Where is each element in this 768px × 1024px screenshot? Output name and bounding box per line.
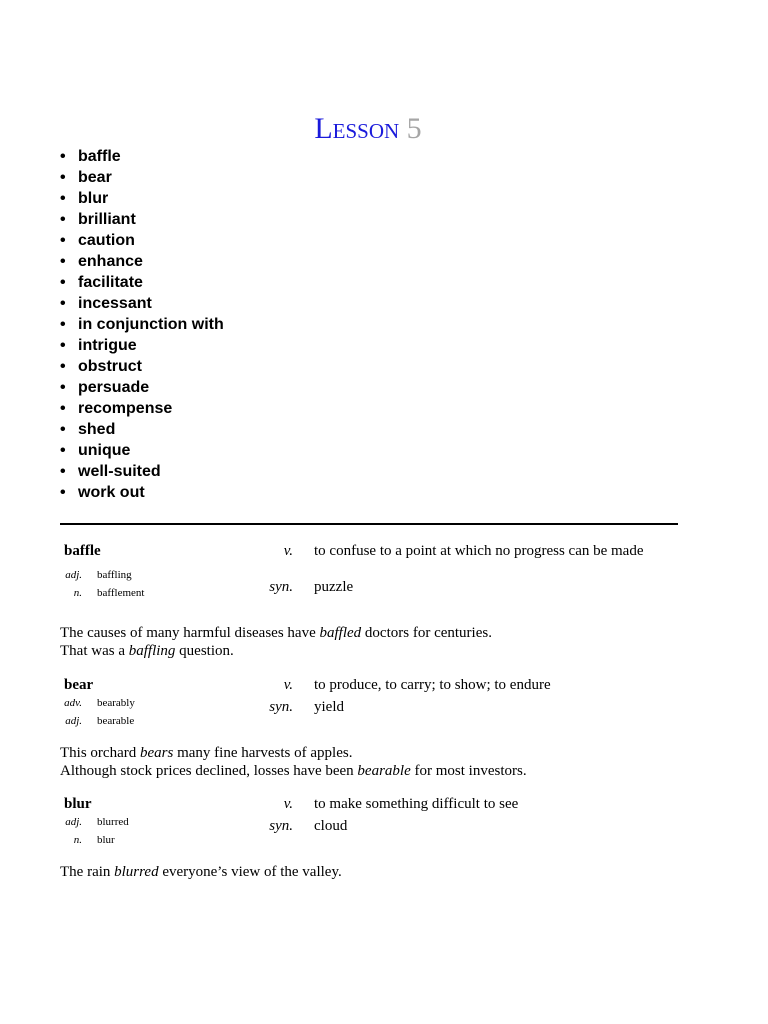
lesson-title-number: 5 (406, 112, 422, 145)
word-form-row: n. bafflement (73, 587, 145, 599)
word-form-row: adv. bearably (64, 697, 135, 709)
word-list-label: work out (78, 484, 145, 501)
word-list-item (60, 146, 224, 167)
word-form-row: adj. blurred (65, 816, 129, 828)
word-list-item (60, 461, 224, 482)
word-form-row: adj. bearable (65, 715, 135, 727)
headword: baffle (64, 543, 101, 559)
example-sentence: The causes of many harmful diseases have baffled doctors for centuries. (60, 625, 492, 641)
part-of-speech: v. (283, 677, 293, 693)
definition: to make something difficult to see (314, 796, 519, 812)
word-list-item (60, 335, 224, 356)
definition: to produce, to carry; to show; to endure (314, 677, 551, 693)
bullet-icon: • (60, 148, 66, 165)
word-list-label: incessant (78, 295, 152, 312)
synonym: puzzle (314, 579, 354, 595)
lesson-title (0, 112, 736, 146)
bullet-icon: • (60, 442, 66, 459)
word-list-label: bear (78, 169, 112, 186)
synonym-label: syn. (269, 818, 293, 834)
word-list-label: shed (78, 421, 116, 438)
examples-bear (60, 744, 527, 780)
word-list-label: intrigue (78, 337, 137, 354)
entry-baffle (60, 542, 680, 614)
bullet-icon: • (60, 463, 66, 480)
synonym-label: syn. (269, 699, 293, 715)
word-list-item (60, 251, 224, 272)
bullet-icon: • (60, 169, 66, 186)
bullet-icon: • (60, 274, 66, 291)
example-sentence: The rain blurred everyone’s view of the valley. (60, 864, 342, 880)
entry-blur (60, 795, 680, 851)
word-list-item (60, 167, 224, 188)
word-list-item (60, 209, 224, 230)
word-list-label: blur (78, 190, 109, 207)
bullet-icon: • (60, 421, 66, 438)
word-list-item (60, 398, 224, 419)
word-list-label: facilitate (78, 274, 143, 291)
word-forms (60, 813, 129, 849)
word-list-item (60, 356, 224, 377)
part-of-speech: v. (283, 796, 293, 812)
lesson-title-word: Lesson (314, 112, 400, 145)
synonym: cloud (314, 818, 348, 834)
word-list-item (60, 188, 224, 209)
bullet-icon: • (60, 358, 66, 375)
synonym: yield (314, 699, 344, 715)
bullet-icon: • (60, 400, 66, 417)
word-list-label: unique (78, 442, 131, 459)
word-list-item (60, 230, 224, 251)
bullet-icon: • (60, 232, 66, 249)
word-list-label: recompense (78, 400, 173, 417)
word-list-item (60, 440, 224, 461)
example-sentence: That was a baffling question. (60, 643, 234, 659)
word-forms (60, 694, 135, 730)
word-form-row: n. blur (73, 834, 115, 846)
word-list-item (60, 377, 224, 398)
word-list-item (60, 482, 224, 503)
word-list-label: enhance (78, 253, 143, 270)
word-list-item (60, 293, 224, 314)
section-divider (60, 523, 678, 525)
bullet-icon: • (60, 211, 66, 228)
bullet-icon: • (60, 337, 66, 354)
bullet-icon: • (60, 253, 66, 270)
word-list-label: obstruct (78, 358, 142, 375)
word-list-label: persuade (78, 379, 150, 396)
headword: blur (64, 796, 92, 812)
word-list-item (60, 272, 224, 293)
word-list-item (60, 314, 224, 335)
word-list-label: baffle (78, 148, 121, 165)
synonym-label: syn. (269, 579, 293, 595)
word-list-label: caution (78, 232, 135, 249)
word-form-row: adj. baffling (65, 569, 132, 581)
example-sentence: Although stock prices declined, losses have been bearable for most investors. (60, 763, 527, 779)
examples-baffle (60, 624, 492, 660)
bullet-icon: • (60, 295, 66, 312)
bullet-icon: • (60, 484, 66, 501)
word-list-label: brilliant (78, 211, 136, 228)
bullet-icon: • (60, 190, 66, 207)
bullet-icon: • (60, 379, 66, 396)
entry-bear (60, 676, 680, 732)
word-list-item (60, 419, 224, 440)
part-of-speech: v. (283, 543, 293, 559)
headword: bear (64, 677, 94, 693)
bullet-icon: • (60, 316, 66, 333)
vocabulary-word-list (60, 146, 224, 503)
examples-blur (60, 863, 342, 881)
word-list-label: in conjunction with (78, 316, 224, 333)
word-forms (60, 566, 144, 602)
word-list-label: well-suited (78, 463, 161, 480)
definition: to confuse to a point at which no progress can be made (314, 543, 644, 559)
example-sentence: This orchard bears many fine harvests of apples. (60, 745, 353, 761)
